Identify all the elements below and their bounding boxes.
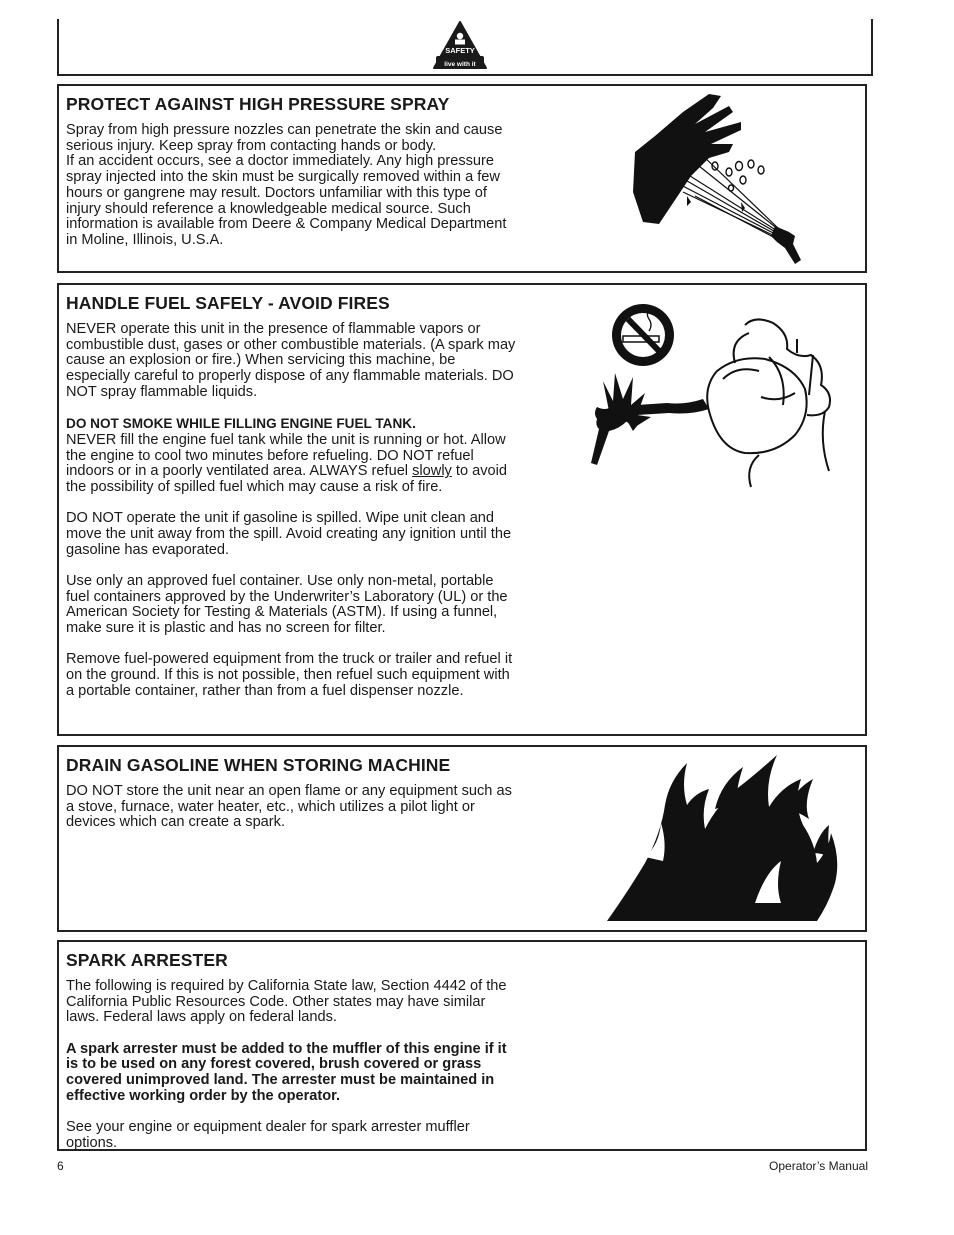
paragraph: Spray from high pressure nozzles can penetrate the skin and cause serious injury. Keep spray from contacting hands or body. <box>66 122 503 154</box>
manual-title: Operator’s Manual <box>769 1159 868 1173</box>
emphasis-word: slowly <box>412 463 452 480</box>
paragraph-text: NEVER fill the engine fuel tank while the unit is running or hot. Allow the engine to cool two minutes before refueling. DO NOT refuel indoors or in a poorly ventilated area. ALWAYS refuel <box>66 431 506 480</box>
paragraph: Use only an approved fuel container. Use only non-metal, portable fuel containers approved by the Underwriter’s Laboratory (UL) or the American Society for Testing & Materials (ASTM). If using a funnel, make sure it is plastic and has no screen for filter. <box>66 572 508 637</box>
section-drain-gasoline <box>57 745 867 932</box>
section-body <box>66 979 518 1152</box>
paragraph: NEVER operate this unit in the presence of flammable vapors or combustible dust, gases or other combustible materials. (A spark may cause an explosion or fire.) When servicing this machine, be especially careful to properly dispose of any flammable materials. DO NOT spray flammable liquids. <box>66 321 516 400</box>
warning-heading: DO NOT SMOKE WHILE FILLING ENGINE FUEL TANK. <box>66 416 416 432</box>
paragraph <box>66 416 518 496</box>
section-spark-arrester <box>57 940 867 1151</box>
section-title: PROTECT AGAINST HIGH PRESSURE SPRAY <box>66 94 450 114</box>
paragraph: The following is required by California State law, Section 4442 of the California Public Resources Code. Other states may have similar laws. Federal laws apply on federal lands. <box>66 978 507 1026</box>
safety-alert-logo-icon <box>432 20 488 72</box>
paragraph-text: to avoid the possibility of spilled fuel which may cause a risk of fire. <box>66 463 508 495</box>
warning-paragraph: A spark arrester must be added to the muffler of this engine if it is to be used on any forest covered, brush covered or grass covered unimproved land. The arrester must be maintained in effective working order by the operator. <box>66 1040 507 1104</box>
paragraph: Remove fuel-powered equipment from the truck or trailer and refuel it on the ground. If this is not possible, then refuel such equipment with a portable container, rather than from a fuel dispenser nozzle. <box>66 651 513 699</box>
paragraph: If an accident occurs, see a doctor immediately. Any high pressure spray injected into the skin must be surgically removed within a few hours or gangrene may result. Doctors unfamiliar with this type of injury should reference a knowledgeable medical source. Such information is available from Deere & Company Medical Department in Moline, Illinois, U.S.A. <box>66 153 507 248</box>
section-high-pressure-spray <box>57 84 867 273</box>
section-body <box>66 322 518 699</box>
paragraph: DO NOT operate the unit if gasoline is spilled. Wipe unit clean and move the unit away from the spill. Avoid creating any ignition until the gasoline has evaporated. <box>66 510 512 558</box>
paragraph: DO NOT store the unit near an open flame or any equipment such as a stove, furnace, water heater, etc., which utilizes a pilot light or devices which can create a spark. <box>66 783 512 831</box>
paragraph: See your engine or equipment dealer for spark arrester muffler options. <box>66 1119 470 1151</box>
flame-icon <box>605 753 841 923</box>
spray-hand-icon <box>629 92 809 268</box>
section-body <box>66 784 518 831</box>
svg-text:live with it: live with it <box>444 61 476 68</box>
page-number: 6 <box>57 1159 64 1173</box>
section-body <box>66 123 518 249</box>
svg-text:SAFETY: SAFETY <box>445 46 475 55</box>
section-title: SPARK ARRESTER <box>66 950 228 970</box>
section-title: DRAIN GASOLINE WHEN STORING MACHINE <box>66 755 451 775</box>
section-handle-fuel-safely <box>57 283 867 736</box>
section-title: HANDLE FUEL SAFELY - AVOID FIRES <box>66 293 390 313</box>
no-smoking-fueling-icon <box>585 299 855 489</box>
